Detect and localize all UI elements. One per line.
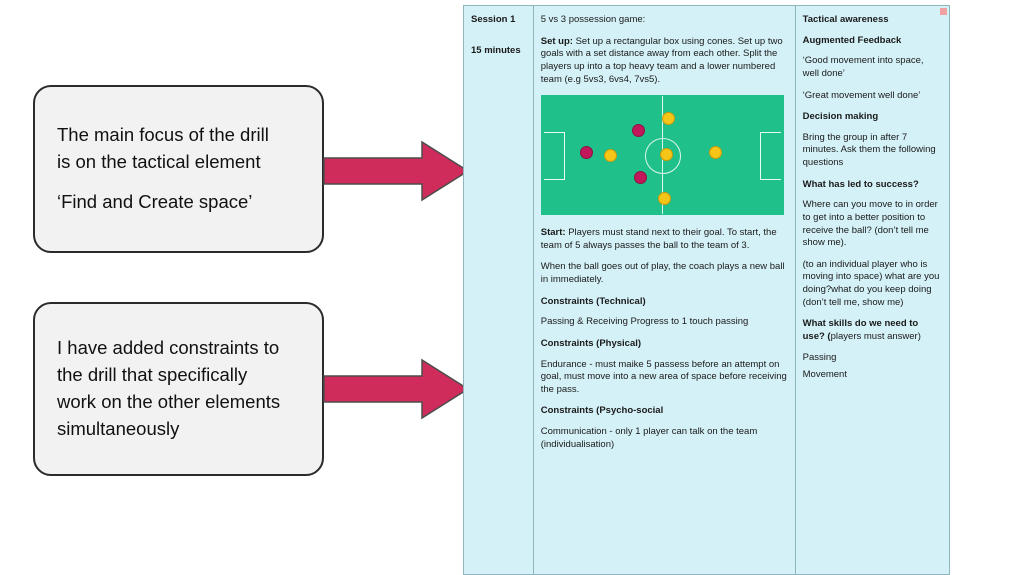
player-marker-yellow-5: [660, 148, 673, 161]
feedback-quote-2: ‘Great movement well done’: [802, 89, 921, 101]
callout-2-line-3: work on the other elements: [57, 391, 281, 412]
start-paragraph: [541, 227, 788, 252]
callout-1-line-2: is on the tactical element: [57, 150, 261, 172]
player-marker-yellow-2: [662, 112, 675, 125]
constraint-body-technical: Passing & Receiving Progress to 1 touch passing: [540, 316, 749, 328]
setup-text: Set up a rectangular box using cones. Set up two goals with a set distance away from each other. Split the players up into a top heavy team and a lower numbered team (e.g 5vs3, 6vs4, 7vs5).: [540, 35, 783, 85]
tactical-title: Tactical awareness: [802, 14, 889, 25]
constraint-heading-physical: Constraints (Physical): [540, 337, 642, 349]
arrow-to-table-bottom: [322, 358, 472, 425]
callout-2-line-1: I have added constraints to: [57, 337, 280, 359]
player-marker-red-7: [634, 171, 647, 184]
setup-paragraph: [541, 36, 788, 87]
callout-1-spacer: [57, 175, 300, 189]
arrow-to-table-top: [322, 140, 472, 207]
ball-out-paragraph: When the ball goes out of play, the coach plays a new ball in immediately.: [540, 261, 785, 285]
callout-box-constraints: [33, 302, 324, 476]
arrow-shape-1: [322, 140, 472, 202]
session-name: Session 1: [471, 14, 516, 25]
constraint-body-psychosocial: Communication - only 1 player can talk on the team (individualisation): [540, 426, 758, 450]
pitch-diagram: [541, 95, 784, 215]
decision-making-heading: Decision making: [802, 111, 879, 123]
pitch-goal-box-left: [544, 132, 565, 180]
session-duration: 15 minutes: [471, 45, 521, 56]
augmented-feedback-heading: Augmented Feedback: [802, 34, 902, 46]
skills-question-heading: [803, 318, 942, 343]
skills-question-heading-bold: What skills do we need to use? (: [802, 318, 919, 342]
skill-item-passing: Passing: [802, 351, 837, 363]
start-label: Start:: [540, 227, 566, 239]
session-plan-table: [463, 5, 950, 575]
constraint-body-physical: Endurance - must maike 5 passess before an attempt on goal, must move into a new area of space before receiving the pass.: [540, 358, 787, 395]
corner-marker-icon: [940, 8, 947, 15]
skills-question-heading-rest: players must answer): [830, 330, 921, 342]
player-marker-red-1: [632, 124, 645, 137]
individual-player-question-text: (to an individual player who is moving into space) what are you doing?what do you keep doing (don’t tell me, show me): [802, 258, 940, 308]
callout-2-line-2: the drill that specifically: [57, 364, 248, 386]
callout-1-line-3: ‘Find and Create space’: [57, 191, 253, 213]
session-info-column: [464, 6, 534, 574]
success-question-text: Where can you move to in order to get into a better position to receive the ball? (don’t tell me show me).: [802, 199, 938, 249]
decision-making-text: Bring the group in after 7 minutes. Ask them the following questions: [802, 131, 936, 168]
player-marker-yellow-8: [658, 192, 671, 205]
drill-title: 5 vs 3 possession game:: [540, 14, 646, 25]
player-marker-yellow-6: [709, 146, 722, 159]
constraint-heading-technical: Constraints (Technical): [540, 295, 646, 307]
player-marker-yellow-4: [604, 149, 617, 162]
skill-item-movement: Movement: [802, 369, 847, 381]
pitch-goal-box-right: [760, 132, 781, 180]
tactical-awareness-column: [796, 6, 949, 574]
arrow-shape-2: [322, 358, 472, 420]
callout-1-line-1: The main focus of the drill: [57, 123, 269, 145]
constraint-heading-psychosocial: Constraints (Psycho-social: [540, 405, 664, 417]
feedback-quote-1: ‘Good movement into space, well done’: [802, 55, 924, 79]
player-marker-red-3: [580, 146, 593, 159]
setup-label: Set up:: [540, 35, 573, 47]
start-text: Players must stand next to their goal. To start, the team of 5 always passes the ball to the team of 3.: [540, 227, 777, 251]
drill-description-column: [534, 6, 796, 574]
callout-box-tactical-focus: [33, 85, 324, 253]
callout-2-line-4: simultaneously: [57, 417, 180, 439]
success-question-heading: What has led to success?: [802, 178, 919, 190]
